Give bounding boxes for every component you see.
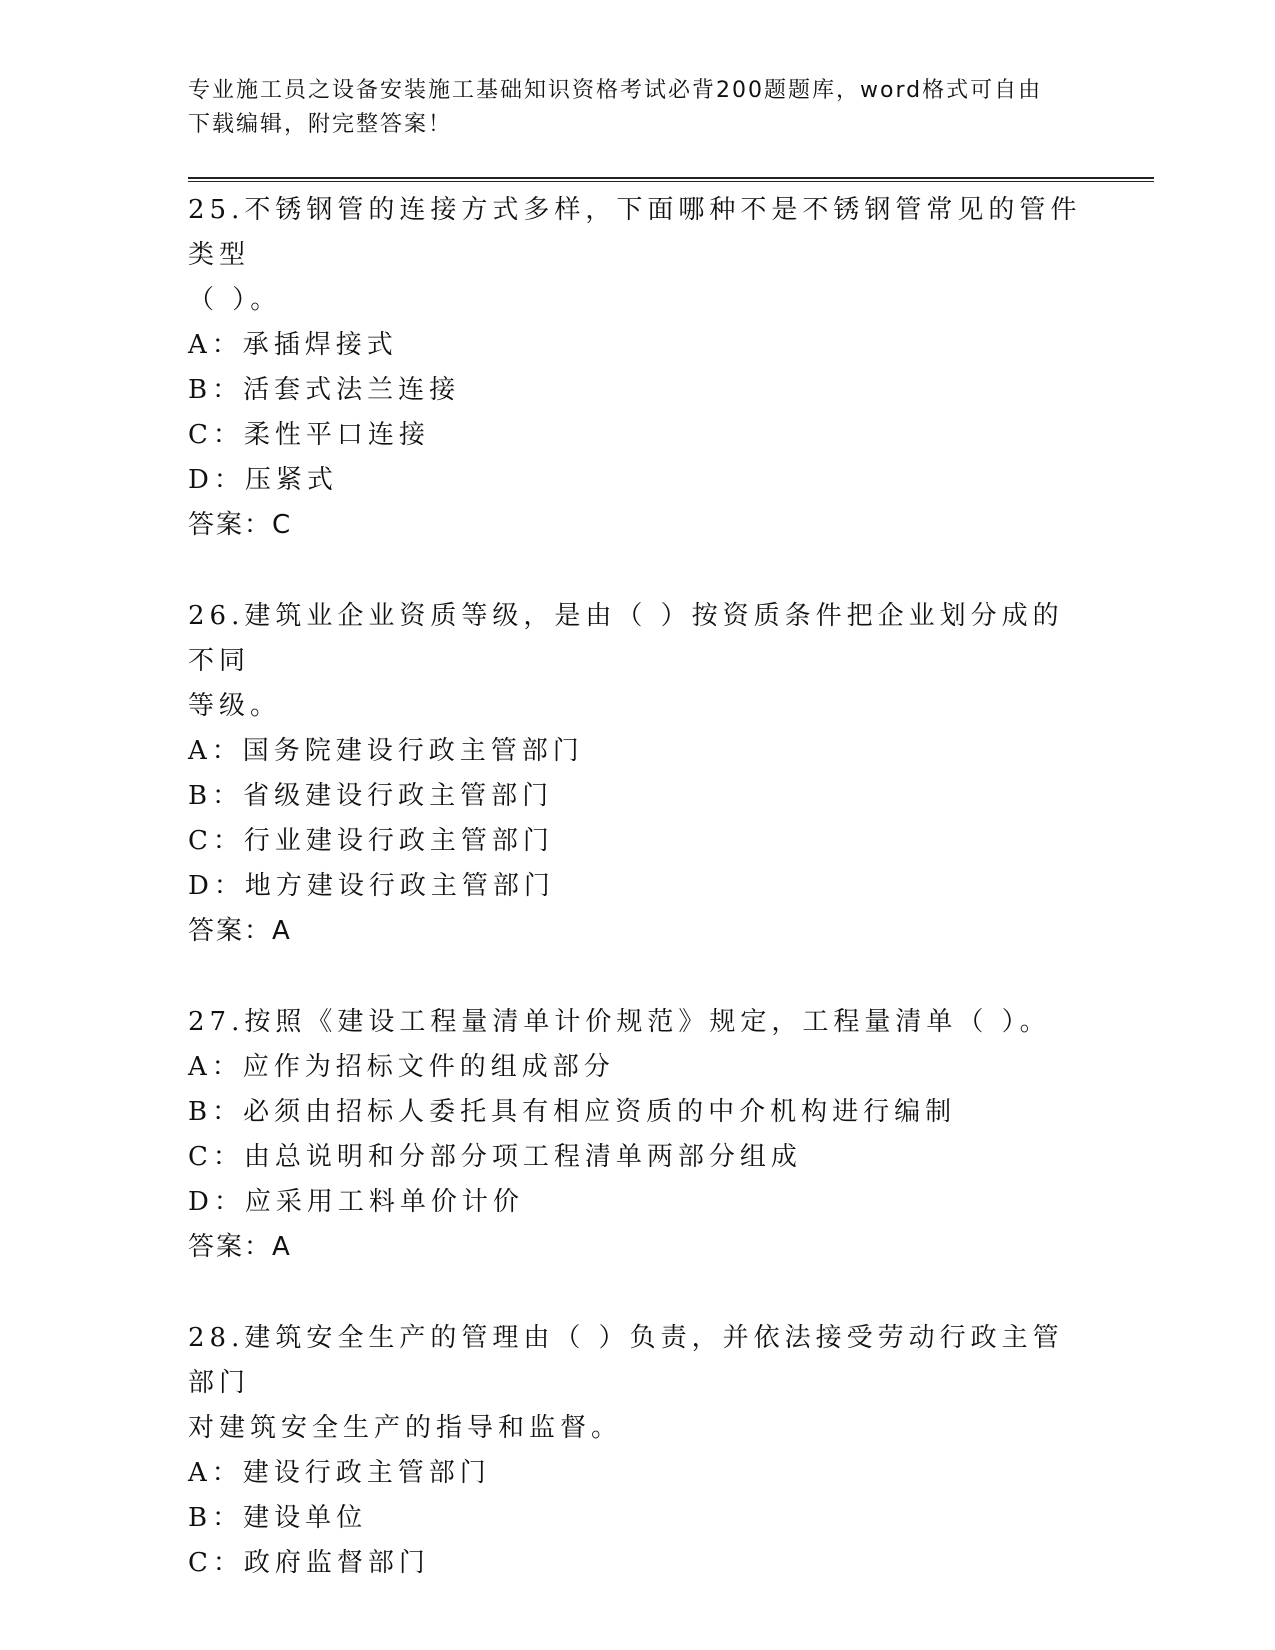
option-c: C：行业建设行政主管部门 xyxy=(188,826,554,856)
option-b: B：必须由招标人委托具有相应资质的中介机构进行编制 xyxy=(188,1097,957,1127)
answer: 答案：A xyxy=(188,916,292,946)
question-stem-line: 对建筑安全生产的指导和监督。 xyxy=(188,1413,623,1443)
option-c: C：政府监督部门 xyxy=(188,1548,430,1578)
question-stem-line: 25.不锈钢管的连接方式多样，下面哪种不是不锈钢管常见的管件类型 xyxy=(188,195,1082,270)
question-stem-line: 26.建筑业企业资质等级，是由（ ）按资质条件把企业划分成的不同 xyxy=(188,601,1064,676)
option-a: A：建设行政主管部门 xyxy=(188,1458,491,1488)
question-stem-line: 28.建筑安全生产的管理由（ ）负责，并依法接受劳动行政主管部门 xyxy=(188,1323,1064,1398)
option-b: B：建设单位 xyxy=(188,1503,368,1533)
option-a: A：承插焊接式 xyxy=(188,330,398,360)
question-list xyxy=(188,188,1088,1586)
header-line-2: 下载编辑，附完整答案！ xyxy=(188,112,453,137)
option-a: A：国务院建设行政主管部门 xyxy=(188,736,584,766)
question-stem xyxy=(188,594,1088,729)
question-stem-line: 27.按照《建设工程量清单计价规范》规定，工程量清单（ ）。 xyxy=(188,1007,1051,1037)
question-stem xyxy=(188,1316,1088,1451)
option-c: C：由总说明和分部分项工程清单两部分组成 xyxy=(188,1142,802,1172)
header-divider xyxy=(188,177,1154,182)
question-25 xyxy=(188,188,1088,548)
question-stem-line: （ ）。 xyxy=(188,285,282,315)
question-26 xyxy=(188,594,1088,954)
question-27 xyxy=(188,1000,1088,1270)
option-b: B：省级建设行政主管部门 xyxy=(188,781,554,811)
document-header xyxy=(188,74,1088,142)
question-stem xyxy=(188,1000,1088,1045)
answer: 答案：A xyxy=(188,1232,292,1262)
header-line-1: 专业施工员之设备安装施工基础知识资格考试必背200题题库，word格式可自由 xyxy=(188,78,1043,103)
option-d: D：应采用工料单价计价 xyxy=(188,1187,524,1217)
option-a: A：应作为招标文件的组成部分 xyxy=(188,1052,615,1082)
option-c: C：柔性平口连接 xyxy=(188,420,430,450)
option-b: B：活套式法兰连接 xyxy=(188,375,461,405)
question-stem-line: 等级。 xyxy=(188,691,282,721)
option-d: D：压紧式 xyxy=(188,465,338,495)
question-28 xyxy=(188,1316,1088,1586)
question-stem xyxy=(188,188,1088,323)
answer: 答案：C xyxy=(188,510,293,540)
option-d: D：地方建设行政主管部门 xyxy=(188,871,555,901)
